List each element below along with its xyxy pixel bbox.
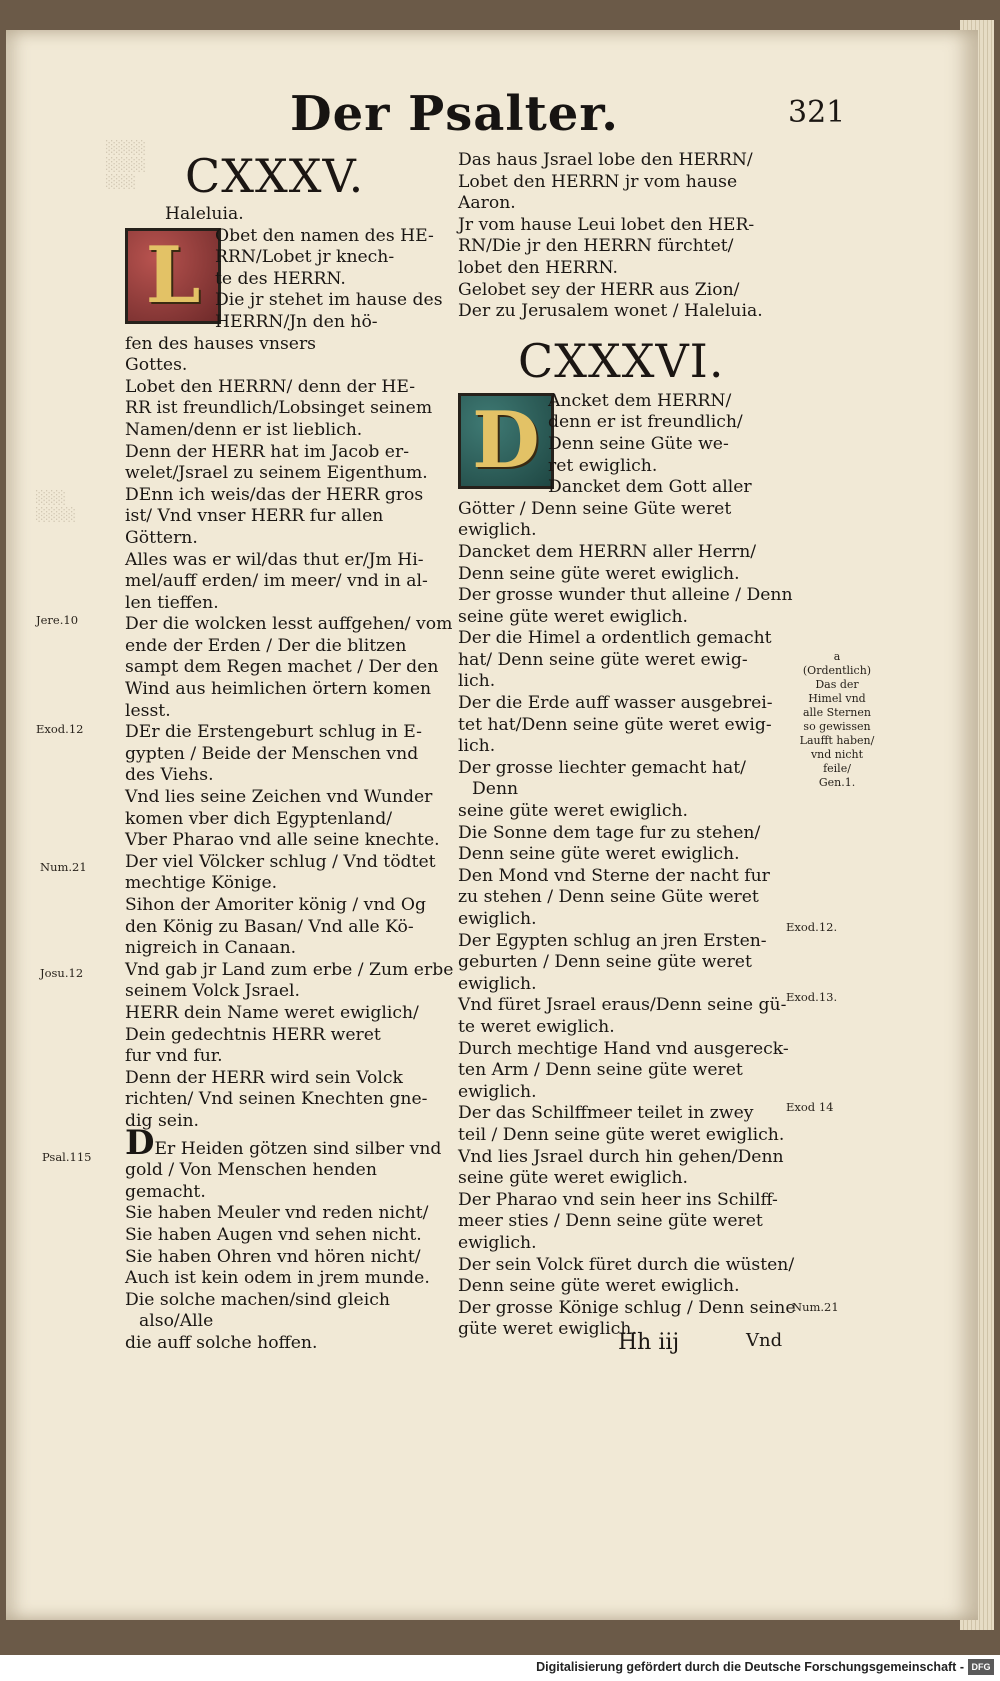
decorated-initial: D [458, 393, 554, 489]
text-line: teil / Denn seine güte weret ewiglich. [458, 1124, 785, 1145]
psalm-number: CXXXVI. [518, 333, 725, 388]
text-line: Durch mechtige Hand vnd ausgereck- [458, 1038, 789, 1059]
text-line: Der grosse liechter gemacht hat/ Denn [458, 757, 746, 800]
text-line: Dancket dem HERRN aller Herrn/ [458, 541, 757, 562]
text-line: Der das Schilffmeer teilet in zwey [458, 1103, 754, 1124]
text-line: Die Sonne dem tage fur zu stehen/ [458, 822, 761, 843]
text-line: fur vnd fur. [125, 1046, 223, 1067]
margin-reference: Jere.10 [36, 613, 79, 627]
margin-reference: Num.21 [40, 860, 87, 874]
text-line: Lobet den HERRN jr vom hause [458, 171, 738, 192]
text-line: nigreich in Canaan. [125, 938, 297, 959]
text-line: DEr die Erstengeburt schlug in E- [125, 722, 422, 743]
text-line: fen des hauses vnsers [125, 333, 316, 354]
text-line: DEnn ich weis/das der HERR gros [125, 484, 424, 505]
text-line: Denn seine güte weret ewiglich. [458, 1276, 740, 1297]
text-line: Lobet den HERRN/ denn der HE- [125, 376, 416, 397]
text-line: Der die wolcken lesst auffgehen/ vom [125, 614, 453, 635]
text-line: lich. [458, 671, 496, 692]
decorated-initial: L [125, 228, 221, 324]
text-line: Vnd füret Jsrael eraus/Denn seine gü- [458, 995, 787, 1016]
text-line-rest: Er Heiden götzen sind silber vnd [154, 1138, 442, 1159]
signature-mark: Hh iij [618, 1330, 680, 1355]
text-line: lesst. [125, 700, 171, 721]
text-line: Dein gedechtnis HERR weret [125, 1024, 381, 1045]
text-line: zu stehen / Denn seine Güte weret [458, 887, 759, 908]
text-line: Sie haben Meuler vnd reden nicht/ [125, 1203, 429, 1224]
running-title: Der Psalter. [290, 86, 619, 142]
left-column [125, 150, 460, 1354]
text-line: Alles was er wil/das thut er/Jm Hi- [125, 549, 424, 570]
text-line: tet hat/Denn seine güte weret ewig- [458, 714, 772, 735]
text-line: Vnd lies Jsrael durch hin gehen/Denn [458, 1146, 784, 1167]
text-line: Sihon der Amoriter könig / vnd Og [125, 895, 426, 915]
text-line: gold / Von Menschen henden [125, 1160, 377, 1181]
text-line: Denn seine güte weret ewiglich. [458, 844, 740, 865]
text-line: Wind aus heimlichen örtern komen [125, 679, 432, 700]
text-line: Der die Himel a ordentlich gemacht [458, 628, 772, 649]
text-line: den König zu Basan/ Vnd alle Kö- [125, 916, 414, 937]
text-line: des Viehs. [125, 765, 214, 786]
dfg-logo: DFG [968, 1659, 994, 1675]
text-line: ret ewiglich. [548, 455, 658, 476]
gloss-text: Das der Himel vnd alle Sternen so gewissen Laufft haben/ vnd nicht feile/ [799, 678, 875, 775]
gloss-term: (Ordentlich) [802, 664, 872, 677]
text-line: te des HERRN. [215, 268, 346, 289]
text-line: seine güte weret ewiglich. [458, 801, 688, 822]
margin-reference: Josu.12 [40, 966, 84, 980]
text-line: Das haus Jsrael lobe den HERRN/ [458, 150, 753, 170]
text-line: Der die Erde auff wasser ausgebrei- [458, 693, 773, 714]
text-line: te weret ewiglich. [458, 1016, 615, 1037]
text-line: Götter / Denn seine Güte weret [458, 498, 732, 519]
margin-reference: Exod.12 [36, 722, 84, 736]
text-line: Denn seine Güte we- [548, 433, 729, 454]
bleed-through-text: ░░░░ ░░░░ ░░░ [106, 141, 146, 190]
text-line: Auch ist kein odem in jrem munde. [125, 1268, 430, 1289]
text-line: gypten / Beide der Menschen vnd [125, 743, 419, 764]
text-line: Vnd gab jr Land zum erbe / Zum erbe [125, 959, 454, 980]
text-line: Die jr stehet im hause des [215, 290, 443, 311]
text-line: ewiglich. [458, 1081, 537, 1102]
text-line: ist/ Vnd vnser HERR fur allen [125, 506, 384, 527]
text-line: seinem Volck Jsrael. [125, 981, 300, 1002]
text-line: Sie haben Ohren vnd hören nicht/ [125, 1246, 421, 1267]
text-line: ende der Erden / Der die blitzen [125, 635, 407, 656]
margin-reference: Exod.12. [786, 920, 838, 934]
psalm-superscription: Haleluia. [165, 204, 244, 224]
small-initial: D [125, 1122, 155, 1163]
text-line: len tieffen. [125, 592, 219, 613]
text-line: Obet den namen des HE- [215, 225, 434, 246]
gloss-reference: Gen.1. [818, 776, 856, 789]
text-line: mel/auff erden/ im meer/ vnd in al- [125, 571, 428, 592]
text-line: ewiglich. [458, 1232, 537, 1253]
text-line: seine güte weret ewiglich. [458, 1168, 688, 1189]
text-line: Der viel Völcker schlug / Vnd tödtet [125, 851, 436, 872]
text-line: Der Egypten schlug an jren Ersten- [458, 930, 767, 951]
text-line: RRN/Lobet jr knech- [215, 247, 395, 268]
text-line: Sie haben Augen vnd sehen nicht. [125, 1224, 422, 1245]
text-line: komen vber dich Egyptenland/ [125, 808, 393, 829]
text-line: lobet den HERRN. [458, 257, 618, 278]
text-line: Der sein Volck füret durch die wüsten/ [458, 1254, 795, 1275]
text-line: geburten / Denn seine güte weret [458, 952, 752, 973]
margin-reference: Exod.13. [786, 990, 838, 1004]
margin-reference: Exod 14 [786, 1100, 834, 1114]
text-line: Dancket dem Gott aller [548, 477, 752, 498]
text-line: Den Mond vnd Sterne der nacht fur [458, 865, 770, 886]
text-line: Denn der HERR wird sein Volck [125, 1067, 403, 1088]
margin-reference: Psal.115 [42, 1150, 92, 1164]
text-line: seine güte weret ewiglich. [458, 606, 688, 627]
text-line: HERR dein Name weret ewiglich/ [125, 1002, 419, 1023]
text-line: Namen/denn er ist lieblich. [125, 419, 363, 440]
page-number: 321 [788, 95, 846, 130]
text-line: ewiglich. [458, 973, 537, 994]
psalm-number: CXXXV. [185, 149, 365, 203]
text-line: Göttern. [125, 527, 198, 548]
text-line: Aaron. [458, 193, 516, 214]
footer-credit: Digitalisierung gefördert durch die Deutsche Forschungsgemeinschaft - [536, 1660, 964, 1674]
text-line: ewiglich. [458, 520, 537, 541]
text-line: Gottes. [125, 355, 188, 376]
text-line: denn er ist freundlich/ [548, 412, 743, 433]
text-line: Vber Pharao vnd alle seine knechte. [125, 830, 440, 851]
text-line: welet/Jsrael zu seinem Eigenthum. [125, 463, 428, 484]
text-line: Die solche machen/sind gleich also/Alle [125, 1289, 390, 1332]
margin-reference: Num.21 [792, 1300, 839, 1314]
text-line: Der zu Jerusalem wonet / Haleluia. [458, 301, 763, 322]
text-line: die auff solche hoffen. [125, 1332, 318, 1353]
right-column [458, 150, 796, 1341]
text-line: HERRN/Jn den hö- [215, 311, 378, 332]
text-line: RR ist freundlich/Lobsinget seinem [125, 398, 433, 419]
footer-bar [0, 1655, 1000, 1681]
text-line: Gelobet sey der HERR aus Zion/ [458, 279, 740, 300]
marginal-gloss [799, 650, 875, 790]
text-line: Jr vom hause Leui lobet den HER- [458, 214, 755, 235]
text-line: Der grosse Könige schlug / Denn seine [458, 1297, 796, 1318]
text-line: dig sein. [125, 1110, 199, 1131]
text-line: Denn seine güte weret ewiglich. [458, 563, 740, 584]
text-line: ten Arm / Denn seine güte weret [458, 1060, 743, 1081]
text-line: Der grosse wunder thut alleine / Denn [458, 585, 793, 606]
text-line: mechtige Könige. [125, 873, 278, 894]
bleed-through-text: ░░░ ░░░░ [36, 491, 76, 523]
text-line: ewiglich. [458, 909, 537, 929]
text-line: RN/Die jr den HERRN fürchtet/ [458, 236, 734, 257]
gloss-marker: a [833, 650, 841, 663]
text-line: Denn der HERR hat im Jacob er- [125, 441, 410, 462]
text-line: Ancket dem HERRN/ [548, 390, 732, 411]
text-line: gemacht. [125, 1181, 206, 1202]
text-line [125, 1122, 460, 1163]
text-line: güte weret ewiglich. [458, 1319, 637, 1340]
text-line: hat/ Denn seine güte weret ewig- [458, 649, 748, 670]
text-line: Der Pharao vnd sein heer ins Schilff- [458, 1189, 778, 1210]
text-line: lich. [458, 736, 496, 757]
text-line: sampt dem Regen machet / Der den [125, 657, 439, 678]
text-line: Vnd lies seine Zeichen vnd Wunder [125, 787, 433, 808]
catchword: Vnd [746, 1330, 783, 1351]
text-line: meer sties / Denn seine güte weret [458, 1211, 763, 1232]
text-line: richten/ Vnd seinen Knechten gne- [125, 1089, 428, 1110]
